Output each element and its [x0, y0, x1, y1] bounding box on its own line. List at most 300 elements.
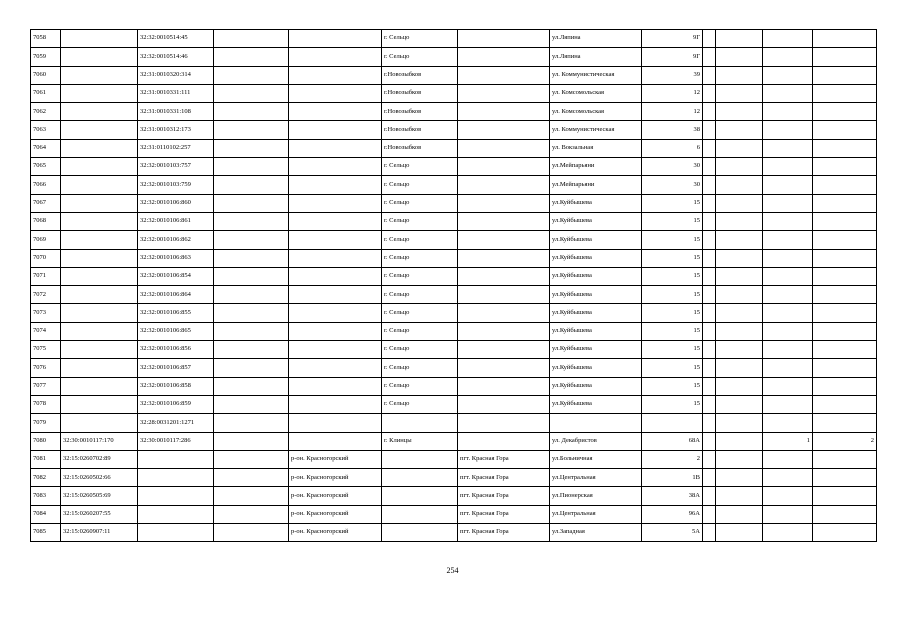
district-cell: р-он. Красногорский — [289, 469, 382, 487]
street-cell: ул. Коммунистическая — [550, 121, 642, 139]
settlement-cell — [458, 194, 550, 212]
house-number-cell: 15 — [642, 194, 703, 212]
house-number-cell — [642, 414, 703, 432]
settlement-cell — [458, 359, 550, 377]
parent-cadastral-number-cell — [61, 176, 138, 194]
col-extra-1-cell — [716, 267, 763, 285]
district-cell — [289, 267, 382, 285]
col-extra-1-cell — [716, 359, 763, 377]
col-blank-cell — [214, 322, 289, 340]
row-number-cell: 7061 — [31, 84, 61, 102]
city-cell: г. Сельцо — [382, 30, 458, 48]
house-number-cell: 6 — [642, 139, 703, 157]
col-extra-1-cell — [716, 286, 763, 304]
city-cell: г.Новозыбков — [382, 84, 458, 102]
row-number-cell: 7081 — [31, 450, 61, 468]
col-blank-cell — [214, 194, 289, 212]
settlement-cell: пгт. Красная Гора — [458, 450, 550, 468]
district-cell — [289, 176, 382, 194]
district-cell: р-он. Красногорский — [289, 487, 382, 505]
street-cell: ул. Декабристов — [550, 432, 642, 450]
col-extra-1-cell — [716, 377, 763, 395]
col-blank-cell — [214, 121, 289, 139]
col-blank-cell — [214, 359, 289, 377]
col-small-cell — [703, 359, 716, 377]
settlement-cell — [458, 267, 550, 285]
col-extra-3-cell: 2 — [813, 432, 877, 450]
city-cell: г. Сельцо — [382, 267, 458, 285]
col-extra-1-cell — [716, 66, 763, 84]
row-number-cell: 7080 — [31, 432, 61, 450]
cadastral-number-cell: 32:28:0031201:1271 — [138, 414, 214, 432]
street-cell: ул.Западная — [550, 524, 642, 542]
settlement-cell — [458, 249, 550, 267]
settlement-cell — [458, 395, 550, 413]
city-cell: г. Сельцо — [382, 194, 458, 212]
cadastral-number-cell: 32:31:0010320:314 — [138, 66, 214, 84]
city-cell: г. Сельцо — [382, 212, 458, 230]
cadastral-number-cell: 32:31:0010331:111 — [138, 84, 214, 102]
row-number-cell: 7083 — [31, 487, 61, 505]
row-number-cell: 7059 — [31, 48, 61, 66]
col-small-cell — [703, 194, 716, 212]
col-small-cell — [703, 432, 716, 450]
table-row — [31, 30, 877, 48]
page-number: 254 — [446, 566, 459, 575]
district-cell — [289, 48, 382, 66]
street-cell: ул. Комсомольская — [550, 84, 642, 102]
settlement-cell — [458, 341, 550, 359]
col-extra-1-cell — [716, 121, 763, 139]
cadastral-number-cell: 32:32:0010514:45 — [138, 30, 214, 48]
parent-cadastral-number-cell: 32:15:0260207:55 — [61, 505, 138, 523]
house-number-cell: 68А — [642, 432, 703, 450]
col-extra-1-cell — [716, 304, 763, 322]
col-extra-2-cell — [763, 469, 813, 487]
col-extra-2-cell — [763, 524, 813, 542]
table-row — [31, 359, 877, 377]
city-cell — [382, 487, 458, 505]
parent-cadastral-number-cell: 32:15:0260907:11 — [61, 524, 138, 542]
house-number-cell: 15 — [642, 249, 703, 267]
city-cell — [382, 505, 458, 523]
parent-cadastral-number-cell: 32:30:0010117:170 — [61, 432, 138, 450]
house-number-cell: 5А — [642, 524, 703, 542]
parent-cadastral-number-cell — [61, 231, 138, 249]
settlement-cell — [458, 432, 550, 450]
col-extra-3-cell — [813, 48, 877, 66]
col-blank-cell — [214, 524, 289, 542]
city-cell — [382, 414, 458, 432]
house-number-cell: 15 — [642, 212, 703, 230]
house-number-cell: 15 — [642, 304, 703, 322]
col-extra-3-cell — [813, 267, 877, 285]
table-row — [31, 487, 877, 505]
table-row — [31, 249, 877, 267]
col-extra-1-cell — [716, 322, 763, 340]
city-cell: г.Новозыбков — [382, 103, 458, 121]
col-blank-cell — [214, 469, 289, 487]
col-extra-2-cell — [763, 414, 813, 432]
col-extra-3-cell — [813, 103, 877, 121]
street-cell: ул.Куйбышева — [550, 231, 642, 249]
row-number-cell: 7084 — [31, 505, 61, 523]
cadastral-number-cell: 32:32:0010514:46 — [138, 48, 214, 66]
col-small-cell — [703, 84, 716, 102]
city-cell: г. Сельцо — [382, 359, 458, 377]
cadastral-number-cell — [138, 487, 214, 505]
city-cell: г.Новозыбков — [382, 121, 458, 139]
col-extra-3-cell — [813, 121, 877, 139]
house-number-cell: 1В — [642, 469, 703, 487]
col-extra-3-cell — [813, 231, 877, 249]
col-extra-3-cell — [813, 304, 877, 322]
parent-cadastral-number-cell — [61, 212, 138, 230]
table-row — [31, 322, 877, 340]
col-blank-cell — [214, 158, 289, 176]
district-cell — [289, 304, 382, 322]
district-cell — [289, 377, 382, 395]
district-cell — [289, 194, 382, 212]
col-small-cell — [703, 505, 716, 523]
cadastral-number-cell: 32:32:0010106:863 — [138, 249, 214, 267]
settlement-cell: пгт. Красная Гора — [458, 487, 550, 505]
settlement-cell — [458, 231, 550, 249]
col-extra-1-cell — [716, 249, 763, 267]
district-cell — [289, 395, 382, 413]
street-cell: ул. Вокзальная — [550, 139, 642, 157]
street-cell: ул.Больничная — [550, 450, 642, 468]
col-small-cell — [703, 158, 716, 176]
parent-cadastral-number-cell — [61, 359, 138, 377]
table-row — [31, 469, 877, 487]
settlement-cell: пгт. Красная Гора — [458, 505, 550, 523]
col-blank-cell — [214, 249, 289, 267]
col-extra-1-cell — [716, 450, 763, 468]
district-cell — [289, 84, 382, 102]
parent-cadastral-number-cell — [61, 322, 138, 340]
street-cell: ул.Пионерская — [550, 487, 642, 505]
col-extra-2-cell — [763, 121, 813, 139]
settlement-cell — [458, 84, 550, 102]
district-cell: р-он. Красногорский — [289, 505, 382, 523]
settlement-cell — [458, 212, 550, 230]
col-blank-cell — [214, 395, 289, 413]
city-cell: г. Сельцо — [382, 377, 458, 395]
col-blank-cell — [214, 450, 289, 468]
cadastral-number-cell: 32:32:0010103:759 — [138, 176, 214, 194]
col-blank-cell — [214, 30, 289, 48]
col-extra-2-cell — [763, 377, 813, 395]
cadastral-number-cell: 32:32:0010106:859 — [138, 395, 214, 413]
col-extra-1-cell — [716, 341, 763, 359]
parent-cadastral-number-cell: 32:15:0260502:66 — [61, 469, 138, 487]
table-row — [31, 450, 877, 468]
col-blank-cell — [214, 377, 289, 395]
col-extra-2-cell — [763, 450, 813, 468]
row-number-cell: 7070 — [31, 249, 61, 267]
house-number-cell: 15 — [642, 359, 703, 377]
col-blank-cell — [214, 103, 289, 121]
col-extra-1-cell — [716, 84, 763, 102]
col-extra-2-cell — [763, 267, 813, 285]
cadastral-number-cell — [138, 450, 214, 468]
street-cell: ул.Мейпарьяни — [550, 158, 642, 176]
col-extra-2-cell — [763, 505, 813, 523]
house-number-cell: 39 — [642, 66, 703, 84]
street-cell: ул.Центральная — [550, 505, 642, 523]
col-extra-3-cell — [813, 359, 877, 377]
city-cell: г.Новозыбков — [382, 66, 458, 84]
col-extra-2-cell — [763, 212, 813, 230]
col-small-cell — [703, 103, 716, 121]
col-small-cell — [703, 395, 716, 413]
city-cell: г. Сельцо — [382, 304, 458, 322]
cadastral-number-cell: 32:31:0010331:108 — [138, 103, 214, 121]
row-number-cell: 7069 — [31, 231, 61, 249]
house-number-cell: 12 — [642, 103, 703, 121]
cadastral-number-cell: 32:32:0010106:865 — [138, 322, 214, 340]
street-cell: ул.Мейпарьяни — [550, 176, 642, 194]
parent-cadastral-number-cell — [61, 66, 138, 84]
row-number-cell: 7078 — [31, 395, 61, 413]
street-cell: ул.Куйбышева — [550, 194, 642, 212]
col-small-cell — [703, 487, 716, 505]
table-row — [31, 176, 877, 194]
col-blank-cell — [214, 176, 289, 194]
street-cell: ул. Коммунистическая — [550, 66, 642, 84]
col-blank-cell — [214, 231, 289, 249]
col-extra-2-cell — [763, 395, 813, 413]
col-extra-1-cell — [716, 414, 763, 432]
col-extra-1-cell — [716, 432, 763, 450]
row-number-cell: 7071 — [31, 267, 61, 285]
col-extra-1-cell — [716, 524, 763, 542]
street-cell: ул. Комсомольская — [550, 103, 642, 121]
settlement-cell — [458, 48, 550, 66]
col-extra-1-cell — [716, 194, 763, 212]
parent-cadastral-number-cell — [61, 194, 138, 212]
house-number-cell: 9Г — [642, 30, 703, 48]
row-number-cell: 7076 — [31, 359, 61, 377]
district-cell: р-он. Красногорский — [289, 524, 382, 542]
col-extra-2-cell — [763, 341, 813, 359]
col-small-cell — [703, 450, 716, 468]
house-number-cell: 15 — [642, 377, 703, 395]
parent-cadastral-number-cell — [61, 158, 138, 176]
col-extra-3-cell — [813, 377, 877, 395]
col-extra-2-cell — [763, 176, 813, 194]
cadastral-number-cell: 32:32:0010106:861 — [138, 212, 214, 230]
col-extra-1-cell — [716, 139, 763, 157]
city-cell: г. Сельцо — [382, 176, 458, 194]
table-row — [31, 194, 877, 212]
settlement-cell: пгт. Красная Гора — [458, 524, 550, 542]
col-extra-2-cell — [763, 48, 813, 66]
district-cell — [289, 249, 382, 267]
col-small-cell — [703, 341, 716, 359]
col-blank-cell — [214, 212, 289, 230]
col-blank-cell — [214, 432, 289, 450]
house-number-cell: 30 — [642, 176, 703, 194]
col-extra-1-cell — [716, 212, 763, 230]
col-extra-1-cell — [716, 395, 763, 413]
col-small-cell — [703, 212, 716, 230]
cadastral-number-cell — [138, 505, 214, 523]
parent-cadastral-number-cell: 32:15:0260505:69 — [61, 487, 138, 505]
col-extra-2-cell — [763, 103, 813, 121]
row-number-cell: 7062 — [31, 103, 61, 121]
cadastral-number-cell: 32:32:0010106:864 — [138, 286, 214, 304]
row-number-cell: 7085 — [31, 524, 61, 542]
city-cell: г.Новозыбков — [382, 139, 458, 157]
city-cell: г. Сельцо — [382, 158, 458, 176]
table-row — [31, 377, 877, 395]
col-small-cell — [703, 286, 716, 304]
street-cell: ул.Куйбышева — [550, 249, 642, 267]
settlement-cell — [458, 66, 550, 84]
col-extra-2-cell — [763, 286, 813, 304]
row-number-cell: 7068 — [31, 212, 61, 230]
house-number-cell: 38 — [642, 121, 703, 139]
parent-cadastral-number-cell — [61, 304, 138, 322]
col-small-cell — [703, 176, 716, 194]
street-cell: ул.Куйбышева — [550, 322, 642, 340]
settlement-cell — [458, 304, 550, 322]
col-extra-1-cell — [716, 487, 763, 505]
col-extra-3-cell — [813, 414, 877, 432]
col-extra-2-cell: 1 — [763, 432, 813, 450]
col-extra-3-cell — [813, 158, 877, 176]
table-row — [31, 267, 877, 285]
district-cell — [289, 359, 382, 377]
street-cell: ул.Куйбышева — [550, 377, 642, 395]
col-extra-3-cell — [813, 505, 877, 523]
col-extra-3-cell — [813, 395, 877, 413]
cadastral-number-cell: 32:32:0010103:757 — [138, 158, 214, 176]
col-extra-3-cell — [813, 487, 877, 505]
col-small-cell — [703, 267, 716, 285]
table-row — [31, 158, 877, 176]
city-cell: г. Сельцо — [382, 48, 458, 66]
col-extra-1-cell — [716, 231, 763, 249]
col-blank-cell — [214, 487, 289, 505]
col-extra-3-cell — [813, 139, 877, 157]
settlement-cell — [458, 139, 550, 157]
house-number-cell: 9Г — [642, 48, 703, 66]
table-row — [31, 84, 877, 102]
city-cell — [382, 469, 458, 487]
col-blank-cell — [214, 304, 289, 322]
cadastral-number-cell: 32:32:0010106:855 — [138, 304, 214, 322]
col-small-cell — [703, 48, 716, 66]
row-number-cell: 7060 — [31, 66, 61, 84]
parent-cadastral-number-cell — [61, 267, 138, 285]
col-small-cell — [703, 377, 716, 395]
col-extra-2-cell — [763, 84, 813, 102]
col-extra-3-cell — [813, 176, 877, 194]
settlement-cell — [458, 121, 550, 139]
parent-cadastral-number-cell — [61, 139, 138, 157]
settlement-cell — [458, 377, 550, 395]
table-row — [31, 286, 877, 304]
city-cell — [382, 450, 458, 468]
col-blank-cell — [214, 84, 289, 102]
city-cell: г. Сельцо — [382, 341, 458, 359]
house-number-cell: 30 — [642, 158, 703, 176]
table-row — [31, 341, 877, 359]
cadastral-number-cell: 32:32:0010106:858 — [138, 377, 214, 395]
row-number-cell: 7077 — [31, 377, 61, 395]
house-number-cell: 15 — [642, 267, 703, 285]
house-number-cell: 15 — [642, 286, 703, 304]
col-extra-2-cell — [763, 304, 813, 322]
settlement-cell — [458, 414, 550, 432]
street-cell: ул.Ляпина — [550, 48, 642, 66]
table-row — [31, 212, 877, 230]
row-number-cell: 7058 — [31, 30, 61, 48]
street-cell: ул.Куйбышева — [550, 395, 642, 413]
col-extra-3-cell — [813, 341, 877, 359]
col-extra-2-cell — [763, 322, 813, 340]
parent-cadastral-number-cell — [61, 84, 138, 102]
cadastral-number-cell: 32:32:0010106:862 — [138, 231, 214, 249]
cadastral-number-cell: 32:32:0010106:856 — [138, 341, 214, 359]
col-small-cell — [703, 322, 716, 340]
district-cell — [289, 66, 382, 84]
district-cell — [289, 414, 382, 432]
district-cell: р-он. Красногорский — [289, 450, 382, 468]
row-number-cell: 7074 — [31, 322, 61, 340]
table-row — [31, 231, 877, 249]
settlement-cell: пгт. Красная Гора — [458, 469, 550, 487]
col-extra-1-cell — [716, 30, 763, 48]
col-blank-cell — [214, 66, 289, 84]
city-cell: г. Клинцы — [382, 432, 458, 450]
parent-cadastral-number-cell — [61, 377, 138, 395]
col-extra-1-cell — [716, 103, 763, 121]
table-row — [31, 432, 877, 450]
col-blank-cell — [214, 286, 289, 304]
table-row — [31, 139, 877, 157]
col-small-cell — [703, 304, 716, 322]
col-blank-cell — [214, 341, 289, 359]
col-extra-3-cell — [813, 322, 877, 340]
col-small-cell — [703, 121, 716, 139]
col-small-cell — [703, 66, 716, 84]
col-extra-1-cell — [716, 505, 763, 523]
row-number-cell: 7066 — [31, 176, 61, 194]
cadastral-number-cell: 32:32:0010106:854 — [138, 267, 214, 285]
col-blank-cell — [214, 139, 289, 157]
data-table — [30, 29, 877, 542]
row-number-cell: 7079 — [31, 414, 61, 432]
city-cell — [382, 524, 458, 542]
cadastral-number-cell: 32:30:0010117:286 — [138, 432, 214, 450]
city-cell: г. Сельцо — [382, 231, 458, 249]
city-cell: г. Сельцо — [382, 395, 458, 413]
col-extra-1-cell — [716, 48, 763, 66]
district-cell — [289, 341, 382, 359]
table-row — [31, 395, 877, 413]
col-extra-2-cell — [763, 158, 813, 176]
col-extra-3-cell — [813, 469, 877, 487]
col-small-cell — [703, 231, 716, 249]
col-blank-cell — [214, 267, 289, 285]
house-number-cell: 15 — [642, 341, 703, 359]
col-extra-3-cell — [813, 450, 877, 468]
settlement-cell — [458, 30, 550, 48]
